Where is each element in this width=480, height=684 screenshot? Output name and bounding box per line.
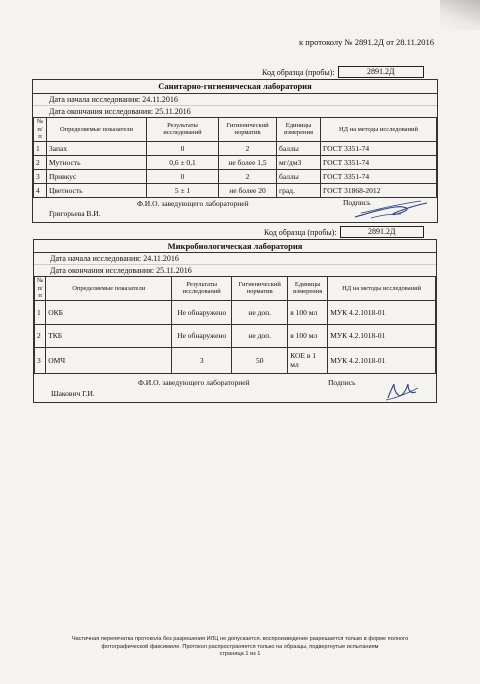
micro-lab-section	[33, 239, 437, 403]
cell-num: 3	[34, 169, 47, 183]
disclaimer-line-1: Частичная перепечатка протокола без разрешения ИЛЦ не допускается. воспроизведение разрешается только в форме полного	[71, 636, 409, 642]
cell-num: 2	[35, 324, 46, 347]
sanitary-lab-title: Санитарно-гигиеническая лаборатория	[33, 80, 437, 94]
cell-method: ГОСТ 31868-2012	[321, 183, 437, 197]
table-row	[35, 324, 436, 347]
table-row	[34, 183, 437, 197]
cell-result: 0	[147, 169, 219, 183]
micro-signature-area	[34, 374, 436, 402]
micro-end-date: Дата окончания исследования: 25.11.2016	[50, 266, 192, 275]
sample-code-label: Код образца (пробы):	[262, 67, 335, 77]
micro-lab-title: Микробиологическая лаборатория	[34, 240, 436, 253]
cell-norm: 50	[232, 347, 288, 373]
table-row	[34, 169, 437, 183]
cell-num: 4	[34, 183, 47, 197]
col-header-method: НД на методы исследований	[321, 118, 437, 142]
col-header-indicator: Определяемые показатели	[46, 277, 172, 301]
cell-unit: в 100 мл	[288, 324, 328, 347]
table-row	[35, 347, 436, 373]
cell-num: 3	[35, 347, 46, 373]
col-header-result: Результаты исследований	[147, 118, 219, 142]
col-header-num: № п/п	[35, 277, 46, 301]
cell-unit: баллы	[277, 169, 321, 183]
disclaimer-line-2: фотографической факсимиле. Протокол распространяется только на образцы, подвергнутые испытаниям	[101, 643, 379, 650]
cell-indicator: ТКБ	[46, 324, 172, 347]
table-header-row	[34, 118, 437, 142]
protocol-reference: к протоколу № 2891.2Д от 28.11.2016	[299, 37, 434, 47]
cell-result: 0	[147, 141, 219, 155]
micro-start-date: Дата начала исследования: 24.11.2016	[34, 253, 436, 265]
sanitary-end-date: Дата окончания исследования: 25.11.2016	[49, 107, 191, 116]
footer-disclaimer	[40, 636, 440, 659]
head-of-lab-name: Шакович Г.И.	[51, 388, 95, 398]
signature-icon	[382, 380, 422, 402]
micro-results-table	[34, 276, 436, 374]
cell-result: Не обнаружено	[172, 324, 232, 347]
head-of-lab-name: Григорьева В.И.	[49, 208, 101, 218]
sample-code-label: Код образца (пробы):	[264, 227, 337, 237]
cell-unit: в 100 мл	[288, 300, 328, 324]
head-of-lab-label: Ф.И.О. заведующего лабораторией	[138, 377, 250, 387]
sample-code-value: 2891.2Д	[340, 226, 424, 238]
cell-result: 3	[172, 347, 232, 373]
cell-norm: не более 1,5	[219, 155, 277, 169]
signature-label: Подпись	[328, 377, 356, 387]
cell-indicator: ОКБ	[46, 300, 172, 324]
col-header-result: Результаты исследований	[172, 277, 232, 301]
cell-norm: не доп.	[232, 324, 288, 347]
signature-label: Подпись	[343, 197, 371, 207]
sanitary-lab-section	[32, 79, 438, 223]
cell-method: МУК 4.2.1018-01	[328, 347, 436, 373]
micro-sample-code-row	[264, 226, 424, 238]
cell-method: МУК 4.2.1018-01	[328, 300, 436, 324]
cell-indicator: ОМЧ	[46, 347, 172, 373]
cell-norm: не доп.	[232, 300, 288, 324]
cell-result: 5 ± 1	[147, 183, 219, 197]
cell-indicator: Мутность	[47, 155, 147, 169]
cell-num: 1	[34, 141, 47, 155]
col-header-unit: Единицы измерения	[288, 277, 328, 301]
cell-num: 2	[34, 155, 47, 169]
cell-norm: 2	[219, 141, 277, 155]
cell-indicator: Привкус	[47, 169, 147, 183]
cell-indicator: Запах	[47, 141, 147, 155]
cell-unit: КОЕ в 1 мл	[288, 347, 328, 373]
col-header-norm: Гигиенический норматив	[219, 118, 277, 142]
cell-method: МУК 4.2.1018-01	[328, 324, 436, 347]
sample-code-value: 2891.2Д	[338, 66, 424, 78]
sanitary-start-date: Дата начала исследования: 24.11.2016	[33, 94, 437, 106]
col-header-indicator: Определяемые показатели	[47, 118, 147, 142]
head-of-lab-label: Ф.И.О. заведующего лабораторией	[137, 198, 249, 208]
table-row	[34, 155, 437, 169]
cell-result: 0,6 ± 0,1	[147, 155, 219, 169]
table-row	[35, 300, 436, 324]
cell-norm: 2	[219, 169, 277, 183]
page-number: страница 1 из 1	[219, 651, 261, 657]
col-header-norm: Гигиенический норматив	[232, 277, 288, 301]
sanitary-signature-area	[33, 198, 437, 222]
sanitary-results-table	[33, 117, 437, 198]
scan-shadow	[440, 0, 480, 30]
cell-method: ГОСТ 3351-74	[321, 141, 437, 155]
cell-method: ГОСТ 3351-74	[321, 169, 437, 183]
cell-unit: мг/дм3	[277, 155, 321, 169]
col-header-unit: Единицы измерения	[277, 118, 321, 142]
cell-method: ГОСТ 3351-74	[321, 155, 437, 169]
table-header-row	[35, 277, 436, 301]
signature-icon	[351, 199, 431, 221]
cell-indicator: Цветность	[47, 183, 147, 197]
cell-unit: град.	[277, 183, 321, 197]
cell-unit: баллы	[277, 141, 321, 155]
cell-result: Не обнаружено	[172, 300, 232, 324]
col-header-method: НД на методы исследований	[328, 277, 436, 301]
table-row	[34, 141, 437, 155]
col-header-num: № п/п	[34, 118, 47, 142]
cell-num: 1	[35, 300, 46, 324]
cell-norm: не более 20	[219, 183, 277, 197]
sanitary-sample-code-row	[262, 66, 424, 78]
